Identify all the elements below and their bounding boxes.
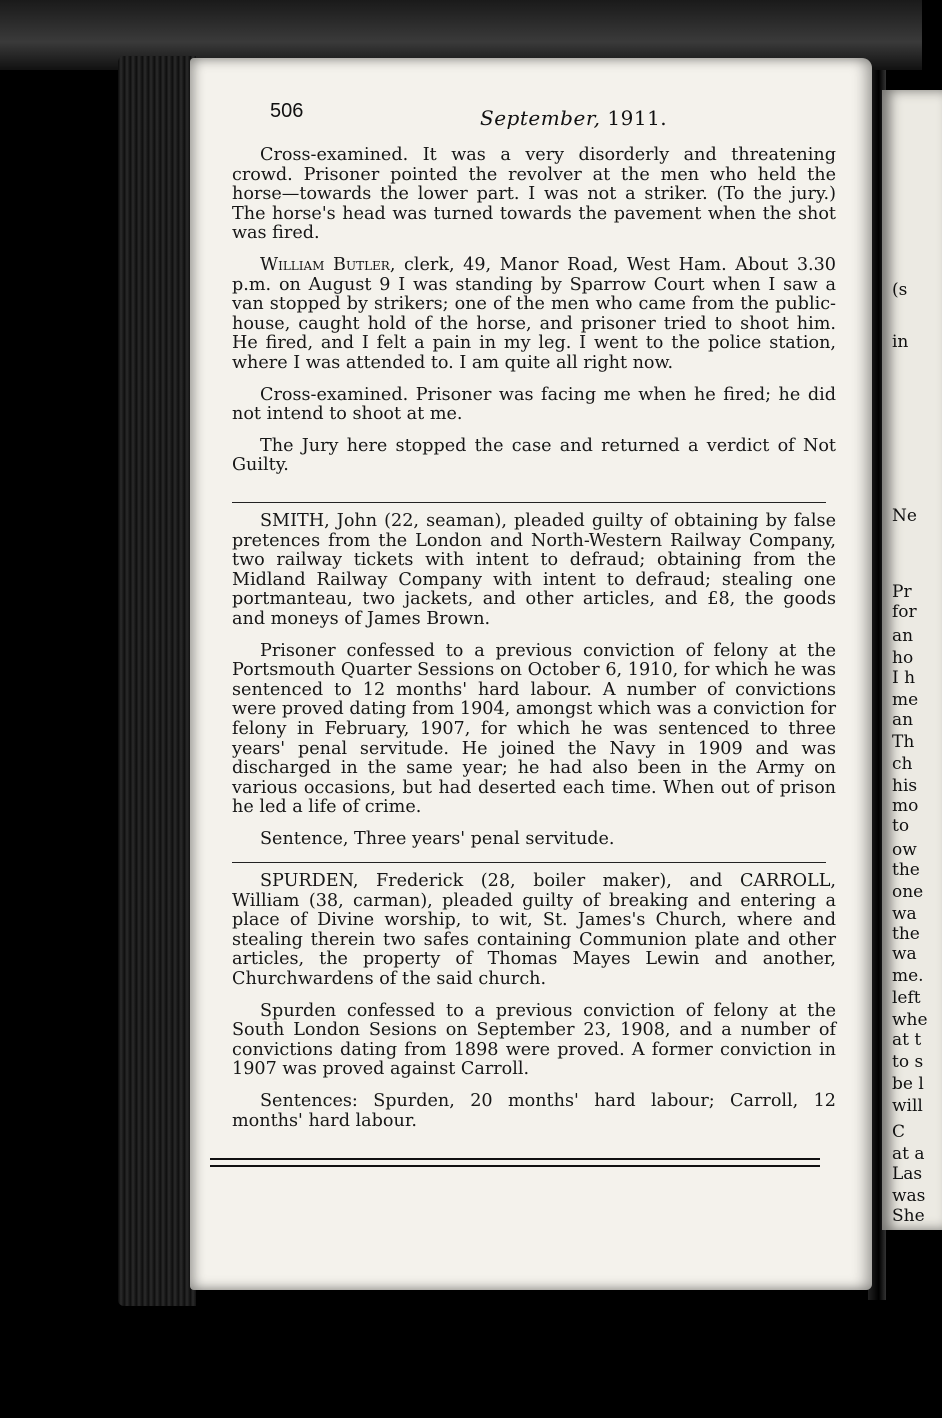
page-number: 506	[270, 100, 304, 122]
facing-page-fragment: C	[892, 1122, 906, 1142]
facing-page-fragment: one	[892, 882, 924, 902]
witness-name: William Butler	[260, 254, 390, 275]
book-spine-edge	[118, 56, 196, 1306]
running-head-month: September,	[480, 106, 601, 130]
running-head	[480, 106, 667, 130]
facing-page-fragment: at t	[892, 1030, 922, 1050]
facing-page-fragment: Pr	[892, 582, 912, 602]
facing-page-fragment: whe	[892, 1010, 928, 1030]
facing-page-fragment: mo	[892, 796, 919, 816]
paragraph: Spurden confessed to a previous conviction of felony at the South London Sesions on September 23, 1908, and a number of convictions dating from 1898 were proved. A former conviction in 1907 was proved against Carroll.	[232, 1000, 836, 1080]
facing-page-fragment: an	[892, 710, 914, 730]
paragraph	[232, 256, 836, 374]
paragraph: The Jury here stopped the case and returned a verdict of Not Guilty.	[232, 435, 836, 476]
facing-page-fragment: ho	[892, 648, 914, 668]
facing-page-fragment: me.	[892, 966, 924, 986]
facing-page-fragment: was	[892, 1186, 926, 1206]
facing-page-fragment: Th	[892, 732, 915, 752]
facing-page-fragment: wa	[892, 944, 917, 964]
paragraph: Cross-examined. Prisoner was facing me when he fired; he did not intend to shoot at me.	[232, 384, 836, 425]
facing-page-fragment: me	[892, 690, 919, 710]
section-divider	[232, 862, 826, 863]
facing-page-fragment: left	[892, 988, 921, 1008]
paragraph: SPURDEN, Frederick (28, boiler maker), and CARROLL, William (38, carman), pleaded guilty of breaking and entering a place of Divine worship, to wit, St. James's Church, where and stealing therein two safes containing Communion plate and other articles, the property of Thomas Mayes Lewin and another, Churchwardens of the said church.	[232, 871, 836, 989]
paragraph: Cross-examined. It was a very disorderly and threatening crowd. Prisoner pointed the revolver at the men who held the horse—towards the lower part. I was not a striker. (To the jury.) The horse's head was turned towards the pavement when the shot was fired.	[232, 145, 836, 244]
paragraph: Prisoner confessed to a previous conviction of felony at the Portsmouth Quarter Sessions on October 6, 1910, for which he was sentenced to 12 months' hard labour. A number of convictions were proved dating from 1904, amongst which was a conviction for felony in February, 1907, for which he was sentenced to three years' penal servitude. He joined the Navy in 1909 and was discharged in the same year; he had also been in the Army on various occasions, but had deserted each time. When out of prison he led a life of crime.	[232, 640, 836, 818]
facing-page-fragment: for	[892, 602, 917, 622]
facing-page-fragment: the	[892, 924, 920, 944]
facing-page-fragment: the	[892, 860, 920, 880]
facing-page-fragment: I h	[892, 668, 916, 688]
paragraph: SMITH, John (22, seaman), pleaded guilty of obtaining by false pretences from the London and North-Western Railway Company, two railway tickets with intent to defraud; obtaining from the Midland Railway Company with intent to defraud; stealing one portmanteau, two jackets, and other articles, and £8, the goods and moneys of James Brown.	[232, 511, 836, 629]
paragraph: Sentences: Spurden, 20 months' hard labour; Carroll, 12 months' hard labour.	[232, 1090, 836, 1131]
facing-page-fragment: in	[892, 332, 909, 352]
section-spurden-carroll-case	[232, 872, 836, 1131]
facing-page-fragment: to s	[892, 1052, 924, 1072]
page-header	[270, 100, 830, 130]
section-divider	[232, 502, 826, 503]
end-double-rule	[210, 1158, 820, 1167]
facing-page-fragment: ch	[892, 754, 913, 774]
facing-page-fragment: to	[892, 816, 910, 836]
facing-page-fragment: (s	[892, 280, 908, 300]
running-head-year: 1911.	[600, 106, 668, 130]
paragraph: Sentence, Three years' penal servitude.	[260, 828, 615, 849]
facing-page-fragment: will	[892, 1096, 923, 1116]
section-butler-testimony	[232, 146, 836, 476]
section-smith-case	[232, 512, 836, 850]
facing-page-fragment: Las	[892, 1164, 923, 1184]
facing-page-fragment: wa	[892, 904, 917, 924]
facing-page-fragment: Ne	[892, 506, 917, 526]
facing-page-fragment: She	[892, 1206, 925, 1226]
facing-page-fragment: ow	[892, 840, 917, 860]
facing-page-fragment: an	[892, 626, 914, 646]
facing-page-fragment: at a	[892, 1144, 925, 1164]
facing-page-fragment: his	[892, 776, 918, 796]
facing-page-fragment: be l	[892, 1074, 924, 1094]
paragraph-text: , clerk, 49, Manor Road, West Ham. About 3.30 p.m. on August 9 I was standing by Sparrow Court when I saw a van stopped by strikers; one of the men who came from the public-house, caught hold of the horse, and prisoner tried to shoot him. He fired, and I felt a pain in my leg. I went to the police station, where I was attended to. I am quite all right now.	[232, 254, 836, 373]
